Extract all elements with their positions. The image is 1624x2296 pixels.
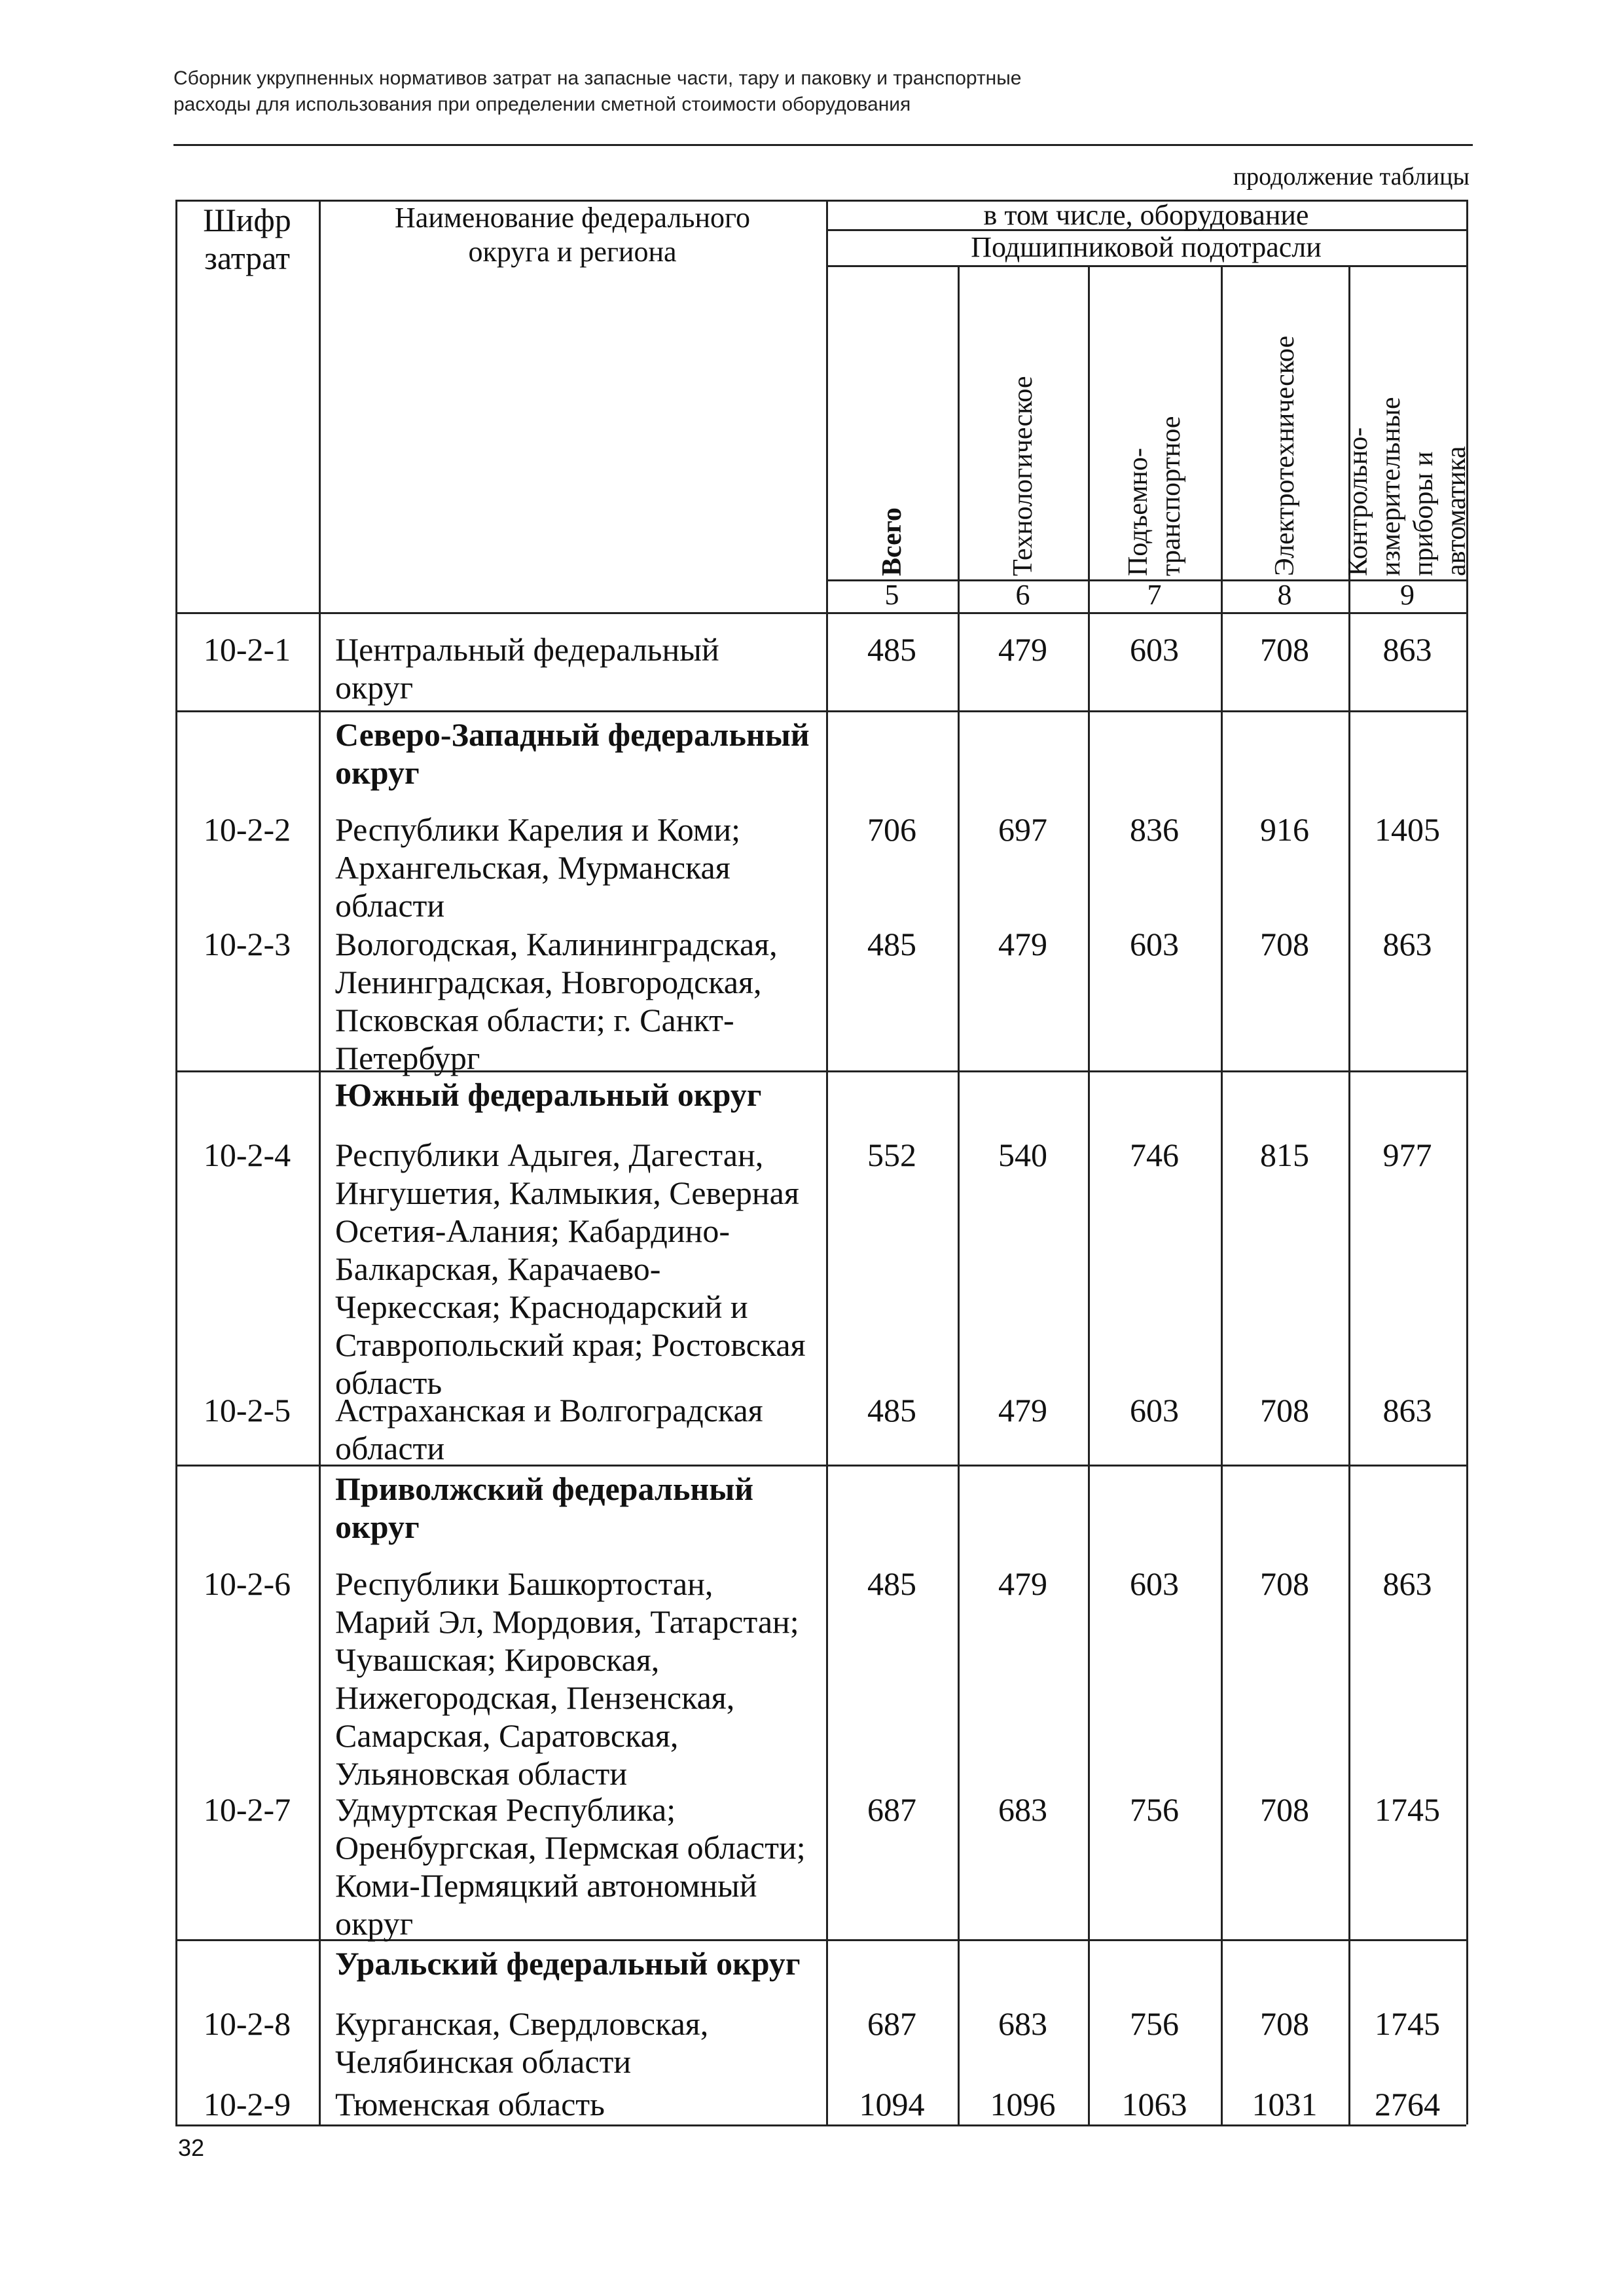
region-name: Республики Башкортостан, Марий Эл, Мордовия, Татарстан; Чувашская; Кировская, Нижегородская, Пензенская, Самарская, Саратовская, Ульяновская области (335, 1565, 799, 1792)
value-column-divider (958, 265, 960, 2124)
column-number-1: 5 (884, 579, 899, 611)
row-value-col-6: 479 (998, 631, 1047, 668)
region-name: Тюменская область (335, 2086, 605, 2123)
row-value-col-5: 706 (867, 811, 916, 848)
row-code: 10-2-4 (203, 1137, 291, 1173)
row-value-col-8: 708 (1260, 2005, 1309, 2042)
row-value-col-9: 863 (1382, 1392, 1432, 1429)
region-name: Республики Адыгея, Дагестан, Ингушетия, Калмыкия, Северная Осетия-Алания; Кабардино- Балкарская, Карачаево- Черкесская; Краснодарский и Ставропольский края; Ростовская область (335, 1137, 806, 1401)
column-title-2: Технологическое (1007, 376, 1038, 576)
row-value-col-9: 863 (1382, 926, 1432, 962)
row-code: 10-2-7 (203, 1791, 291, 1828)
column-number-3: 7 (1147, 579, 1162, 611)
row-value-col-6: 479 (998, 1392, 1047, 1429)
code-column-header: Шифр затрат (203, 202, 291, 276)
row-value-col-5: 485 (867, 1392, 916, 1429)
row-value-col-9: 863 (1382, 631, 1432, 668)
region-name: Удмуртская Республика; Оренбургская, Пермская области; Коми-Пермяцкий автономный округ (335, 1791, 806, 1942)
district-heading: Приволжский федеральный округ (335, 1470, 754, 1545)
row-value-col-8: 708 (1260, 1565, 1309, 1602)
row-value-col-5: 485 (867, 1565, 916, 1602)
row-value-col-9: 977 (1382, 1137, 1432, 1173)
row-value-col-7: 603 (1130, 926, 1179, 962)
value-column-divider (1221, 265, 1223, 2124)
row-value-col-8: 708 (1260, 1392, 1309, 1429)
table-bottom-border (175, 2124, 1466, 2126)
row-value-col-5: 485 (867, 926, 916, 962)
header-bottom-line (175, 612, 1466, 614)
column-number-5: 9 (1400, 579, 1415, 611)
name-column-header: Наименование федерального округа и региона (395, 202, 750, 268)
table-caption: продолжение таблицы (1233, 163, 1470, 191)
row-value-col-7: 746 (1130, 1137, 1179, 1173)
row-value-col-7: 603 (1130, 1565, 1179, 1602)
row-value-col-6: 540 (998, 1137, 1047, 1173)
column-title-1: Всего (876, 507, 907, 576)
document-header-line-2: расходы для использования при определении сметной стоимости оборудования (173, 94, 911, 115)
value-column-divider (1088, 265, 1090, 2124)
code-column-divider (319, 200, 321, 2124)
row-code: 10-2-2 (203, 811, 291, 848)
region-name: Курганская, Свердловская, Челябинская области (335, 2005, 709, 2080)
district-heading: Южный федеральный округ (335, 1076, 762, 1113)
document-header-line-1: Сборник укрупненных нормативов затрат на запасные части, тару и паковку и транспортные (173, 67, 1022, 89)
row-value-col-6: 479 (998, 926, 1047, 962)
row-value-col-5: 552 (867, 1137, 916, 1173)
row-value-col-6: 1096 (990, 2086, 1056, 2123)
row-value-col-5: 687 (867, 1791, 916, 1828)
row-value-col-5: 485 (867, 631, 916, 668)
subgroup-header: Подшипниковой подотрасли (971, 231, 1322, 263)
region-name: Вологодская, Калининградская, Ленинградская, Новгородская, Псковская области; г. Санкт- Петербург (335, 926, 778, 1076)
row-code: 10-2-5 (203, 1392, 291, 1429)
row-value-col-7: 836 (1130, 811, 1179, 848)
row-value-col-9: 863 (1382, 1565, 1432, 1602)
row-value-col-7: 756 (1130, 1791, 1179, 1828)
row-value-col-8: 916 (1260, 811, 1309, 848)
column-number-4: 8 (1277, 579, 1292, 611)
row-code: 10-2-1 (203, 631, 291, 668)
row-value-col-5: 687 (867, 2005, 916, 2042)
row-value-col-9: 1745 (1375, 1791, 1440, 1828)
district-heading: Северо-Западный федеральный округ (335, 716, 810, 791)
row-value-col-9: 2764 (1375, 2086, 1440, 2123)
region-name: Астраханская и Волгоградская области (335, 1392, 763, 1467)
row-value-col-8: 708 (1260, 1791, 1309, 1828)
region-name: Республики Карелия и Коми; Архангельская, Мурманская области (335, 811, 741, 924)
column-title-3: Подъемно- транспортное (1123, 416, 1186, 576)
row-value-col-7: 603 (1130, 631, 1179, 668)
row-value-col-6: 479 (998, 1565, 1047, 1602)
row-value-col-8: 708 (1260, 926, 1309, 962)
page-number: 32 (178, 2134, 205, 2161)
row-value-col-6: 683 (998, 2005, 1047, 2042)
row-value-col-9: 1405 (1375, 811, 1440, 848)
row-value-col-6: 683 (998, 1791, 1047, 1828)
row-code: 10-2-9 (203, 2086, 291, 2123)
row-code: 10-2-6 (203, 1565, 291, 1602)
header-rule (173, 144, 1473, 146)
row-value-col-7: 1063 (1121, 2086, 1187, 2123)
row-value-col-7: 756 (1130, 2005, 1179, 2042)
equipment-group-header: в том числе, оборудование (983, 199, 1309, 231)
row-value-col-6: 697 (998, 811, 1047, 848)
document-header (173, 65, 1470, 118)
district-heading: Уральский федеральный округ (335, 1945, 801, 1982)
row-value-col-8: 815 (1260, 1137, 1309, 1173)
row-value-col-9: 1745 (1375, 2005, 1440, 2042)
column-number-2: 6 (1015, 579, 1030, 611)
row-code: 10-2-8 (203, 2005, 291, 2042)
column-title-4: Электротехническое (1269, 335, 1300, 576)
row-value-col-8: 1031 (1252, 2086, 1318, 2123)
column-title-5: Контрольно- измерительные приборы и автоматика (1343, 397, 1471, 576)
district-separator-line (175, 710, 1466, 712)
row-value-col-8: 708 (1260, 631, 1309, 668)
row-code: 10-2-3 (203, 926, 291, 962)
subgroup-header-divider (826, 265, 1466, 267)
row-value-col-7: 603 (1130, 1392, 1179, 1429)
row-value-col-5: 1094 (859, 2086, 925, 2123)
region-name: Центральный федеральный округ (335, 631, 719, 706)
